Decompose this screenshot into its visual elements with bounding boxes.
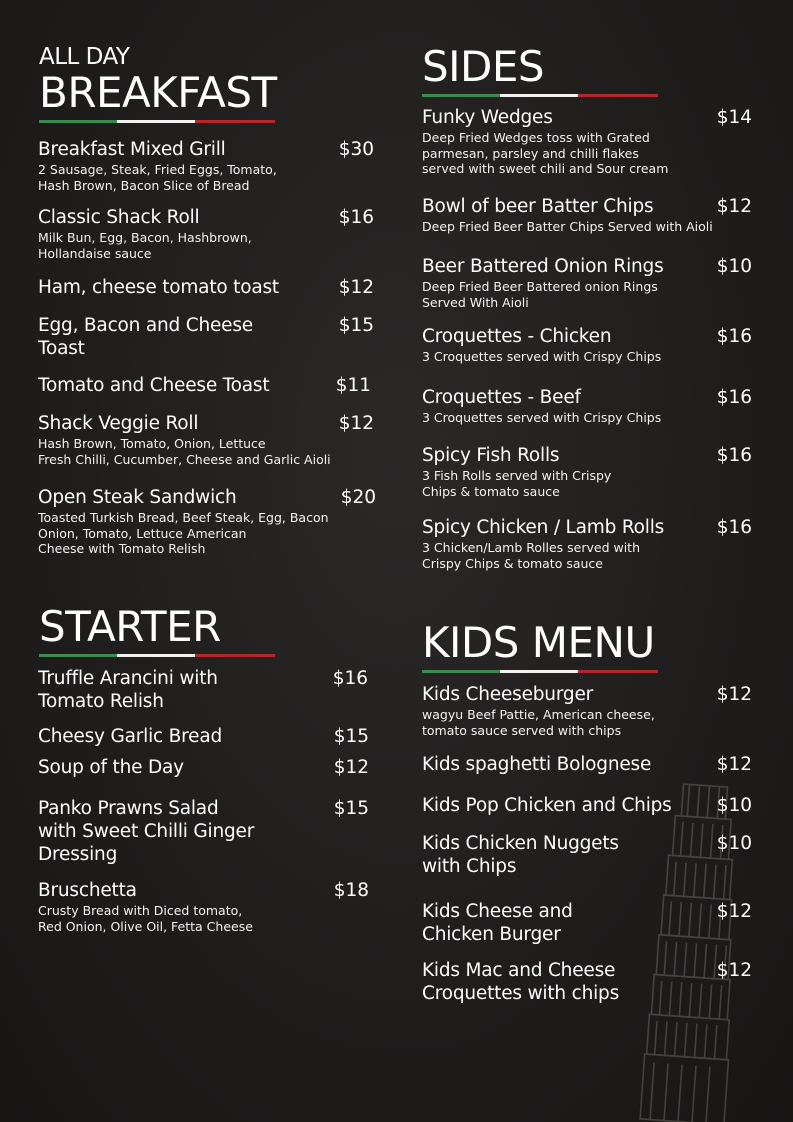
item-price: $16 — [338, 207, 374, 228]
menu-item — [38, 756, 374, 779]
menu-item — [38, 138, 374, 193]
menu-item — [38, 206, 374, 261]
menu-item — [422, 444, 752, 499]
item-price: $20 — [340, 487, 376, 508]
item-price: $16 — [332, 668, 368, 689]
item-name: Shack Veggie Roll — [38, 413, 199, 434]
item-price: $15 — [338, 315, 374, 336]
item-price: $16 — [716, 517, 752, 538]
item-description: Crusty Bread with Diced tomato, Red Onion, Olive Oil, Fetta Cheese — [38, 903, 253, 934]
kids-header — [422, 620, 658, 673]
item-name: Funky Wedges — [422, 107, 553, 128]
menu-item — [422, 516, 752, 571]
menu-item — [38, 725, 374, 748]
menu-item — [38, 667, 374, 713]
breakfast-title: BREAKFAST — [39, 68, 277, 117]
item-price: $18 — [333, 880, 369, 901]
item-name: Breakfast Mixed Grill — [38, 139, 226, 160]
item-description: Deep Fried Beer Battered onion Rings Served With Aioli — [422, 279, 658, 310]
sides-title: SIDES — [422, 42, 545, 91]
tricolor-divider — [422, 670, 658, 673]
item-description: Deep Fried Beer Batter Chips Served with Aioli — [422, 219, 713, 234]
item-name: Ham, cheese tomato toast — [38, 277, 279, 298]
item-description: 3 Fish Rolls served with Crispy Chips & tomato sauce — [422, 468, 612, 499]
menu-item — [38, 486, 376, 557]
tricolor-divider — [39, 654, 275, 657]
item-price: $12 — [338, 413, 374, 434]
menu-item — [38, 314, 374, 360]
item-description: Toasted Turkish Bread, Beef Steak, Egg, Bacon Onion, Tomato, Lettuce American Cheese with Tomato Relish — [38, 510, 329, 556]
item-name: Spicy Chicken / Lamb Rolls — [422, 517, 665, 538]
menu-item — [422, 683, 752, 738]
item-price: $12 — [716, 754, 752, 775]
menu-item — [38, 412, 374, 467]
item-price: $12 — [716, 196, 752, 217]
item-description: 2 Sausage, Steak, Fried Eggs, Tomato, Hash Brown, Bacon Slice of Bread — [38, 162, 277, 193]
menu-item — [38, 276, 374, 299]
item-price: $10 — [716, 795, 752, 816]
tricolor-divider — [422, 94, 658, 97]
item-name: Tomato and Cheese Toast — [38, 375, 270, 396]
item-price: $11 — [335, 375, 371, 396]
item-price: $15 — [333, 798, 369, 819]
item-name: Croquettes - Chicken — [422, 326, 612, 347]
menu-item — [422, 386, 752, 426]
sides-header — [422, 44, 658, 97]
item-name: Classic Shack Roll — [38, 207, 200, 228]
item-name: Open Steak Sandwich — [38, 487, 237, 508]
item-name: Cheesy Garlic Bread — [38, 726, 223, 747]
menu-item — [422, 753, 752, 776]
item-name: Kids Pop Chicken and Chips — [422, 795, 672, 816]
item-price: $12 — [333, 757, 369, 778]
item-description: Milk Bun, Egg, Bacon, Hashbrown, Hollandaise sauce — [38, 230, 252, 261]
item-description: wagyu Beef Pattie, American cheese, tomato sauce served with chips — [422, 707, 655, 738]
item-price: $10 — [716, 256, 752, 277]
item-description: 3 Croquettes served with Crispy Chips — [422, 349, 662, 364]
starter-title: STARTER — [39, 602, 221, 651]
item-price: $12 — [716, 901, 752, 922]
item-price: $30 — [338, 139, 374, 160]
item-price: $16 — [716, 445, 752, 466]
item-price: $14 — [716, 107, 752, 128]
item-name: Beer Battered Onion Rings — [422, 256, 664, 277]
item-description: Hash Brown, Tomato, Onion, Lettuce Fresh Chilli, Cucumber, Cheese and Garlic Aioli — [38, 436, 331, 467]
item-price: $12 — [716, 960, 752, 981]
breakfast-header — [39, 44, 277, 123]
item-name: Truffle Arancini with Tomato Relish — [38, 668, 218, 712]
item-name: Kids Chicken Nuggets with Chips — [422, 833, 619, 877]
item-price: $12 — [716, 684, 752, 705]
item-name: Egg, Bacon and Cheese Toast — [38, 315, 253, 359]
tricolor-divider — [39, 120, 275, 123]
item-price: $15 — [333, 726, 369, 747]
item-name: Kids spaghetti Bolognese — [422, 754, 652, 775]
item-description: 3 Croquettes served with Crispy Chips — [422, 410, 662, 425]
menu-item — [38, 797, 374, 866]
menu-item — [38, 374, 374, 397]
item-name: Panko Prawns Salad with Sweet Chilli Ginger Dressing — [38, 798, 255, 865]
item-name: Kids Cheeseburger — [422, 684, 594, 705]
breakfast-pre-title: ALL DAY — [39, 44, 130, 70]
item-description: 3 Chicken/Lamb Rolles served with Crispy Chips & tomato sauce — [422, 540, 640, 571]
item-price: $10 — [716, 833, 752, 854]
item-description: Deep Fried Wedges toss with Grated parmesan, parsley and chilli flakes served with sweet chili and Sour cream — [422, 130, 669, 176]
item-name: Croquettes - Beef — [422, 387, 581, 408]
item-name: Bruschetta — [38, 880, 137, 901]
leaning-tower-icon — [620, 775, 750, 1122]
item-price: $16 — [716, 326, 752, 347]
item-name: Kids Mac and Cheese Croquettes with chips — [422, 960, 620, 1004]
menu-item — [422, 195, 752, 235]
item-price: $16 — [716, 387, 752, 408]
starter-header — [39, 604, 275, 657]
item-name: Spicy Fish Rolls — [422, 445, 560, 466]
kids-title: KIDS MENU — [422, 618, 655, 667]
menu-item — [38, 879, 374, 934]
item-name: Soup of the Day — [38, 757, 184, 778]
item-name: Bowl of beer Batter Chips — [422, 196, 654, 217]
item-name: Kids Cheese and Chicken Burger — [422, 901, 573, 945]
menu-item — [422, 255, 752, 310]
item-price: $12 — [338, 277, 374, 298]
menu-item — [422, 325, 752, 365]
menu-item — [422, 106, 752, 177]
